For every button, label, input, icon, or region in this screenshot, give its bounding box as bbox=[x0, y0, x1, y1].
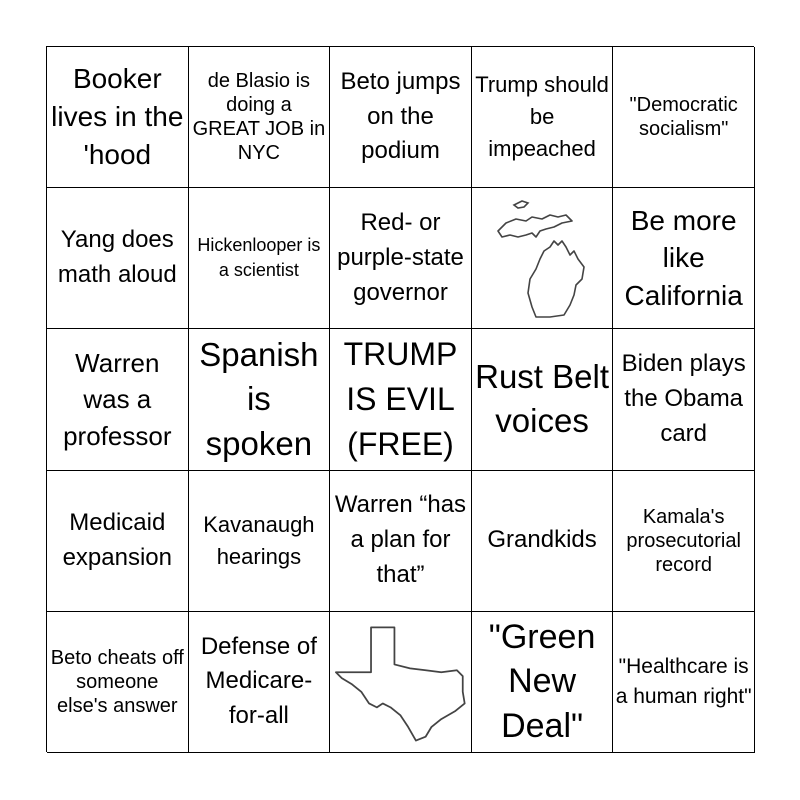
cell-text: Beto cheats off someone else's answer bbox=[50, 646, 184, 717]
bingo-cell[interactable] bbox=[330, 188, 472, 329]
cell-text: "Green New Deal" bbox=[488, 617, 596, 746]
cell-text: Kavanaugh hearings bbox=[203, 511, 315, 569]
bingo-cell[interactable] bbox=[189, 47, 331, 188]
bingo-cell[interactable] bbox=[613, 188, 755, 329]
bingo-cell[interactable] bbox=[47, 329, 189, 470]
cell-text: "Democratic socialism" bbox=[629, 94, 738, 141]
bingo-cell[interactable] bbox=[472, 612, 614, 753]
cell-text: Biden plays the Obama card bbox=[621, 350, 746, 447]
cell-text: Grandkids bbox=[487, 526, 597, 554]
cell-text: Red- or purple-state governor bbox=[337, 209, 464, 306]
cell-text: Spanish is spoken bbox=[199, 335, 319, 462]
cell-text: Trump should be impeached bbox=[475, 72, 609, 162]
cell-text: de Blasio is doing a GREAT JOB in NYC bbox=[192, 70, 326, 165]
cell-text: Warren “has a plan for that” bbox=[334, 491, 467, 589]
cell-text: TRUMP IS EVIL (FREE) bbox=[343, 336, 458, 462]
cell-text: "Healthcare is a human right" bbox=[615, 655, 752, 708]
bingo-cell[interactable] bbox=[47, 471, 189, 612]
bingo-cell[interactable] bbox=[189, 612, 331, 753]
bingo-cell[interactable] bbox=[189, 471, 331, 612]
bingo-cell[interactable] bbox=[472, 188, 614, 329]
cell-text: Beto jumps on the podium bbox=[340, 67, 461, 165]
bingo-cell[interactable] bbox=[472, 471, 614, 612]
cell-text: Medicaid expansion bbox=[62, 508, 172, 571]
bingo-cell[interactable] bbox=[472, 329, 614, 470]
cell-text: Defense of Medicare-for-all bbox=[200, 632, 317, 730]
cell-text: Booker lives in the 'hood bbox=[51, 63, 184, 170]
bingo-cell[interactable] bbox=[189, 329, 331, 470]
bingo-cell[interactable] bbox=[47, 612, 189, 753]
cell-text: Rust Belt voices bbox=[475, 357, 610, 440]
bingo-cell[interactable] bbox=[472, 47, 614, 188]
texas-map-icon bbox=[332, 620, 469, 744]
cell-text: Yang does math aloud bbox=[57, 226, 177, 289]
bingo-cell[interactable] bbox=[330, 329, 472, 470]
bingo-cell[interactable] bbox=[330, 612, 472, 753]
bingo-cell[interactable] bbox=[330, 471, 472, 612]
bingo-cell[interactable] bbox=[613, 612, 755, 753]
bingo-cell[interactable] bbox=[613, 471, 755, 612]
cell-text: Kamala's prosecutorial record bbox=[626, 505, 741, 576]
bingo-cell[interactable] bbox=[613, 47, 755, 188]
michigan-map-icon bbox=[492, 193, 592, 323]
bingo-cell[interactable] bbox=[189, 188, 331, 329]
cell-text: Be more like California bbox=[624, 204, 743, 312]
bingo-cell[interactable] bbox=[330, 47, 472, 188]
bingo-cell[interactable] bbox=[613, 329, 755, 470]
cell-text: Warren was a professor bbox=[63, 347, 172, 451]
bingo-cell[interactable] bbox=[47, 188, 189, 329]
bingo-board bbox=[46, 46, 754, 752]
cell-text: Hickenlooper is a scientist bbox=[197, 235, 321, 281]
bingo-cell[interactable] bbox=[47, 47, 189, 188]
